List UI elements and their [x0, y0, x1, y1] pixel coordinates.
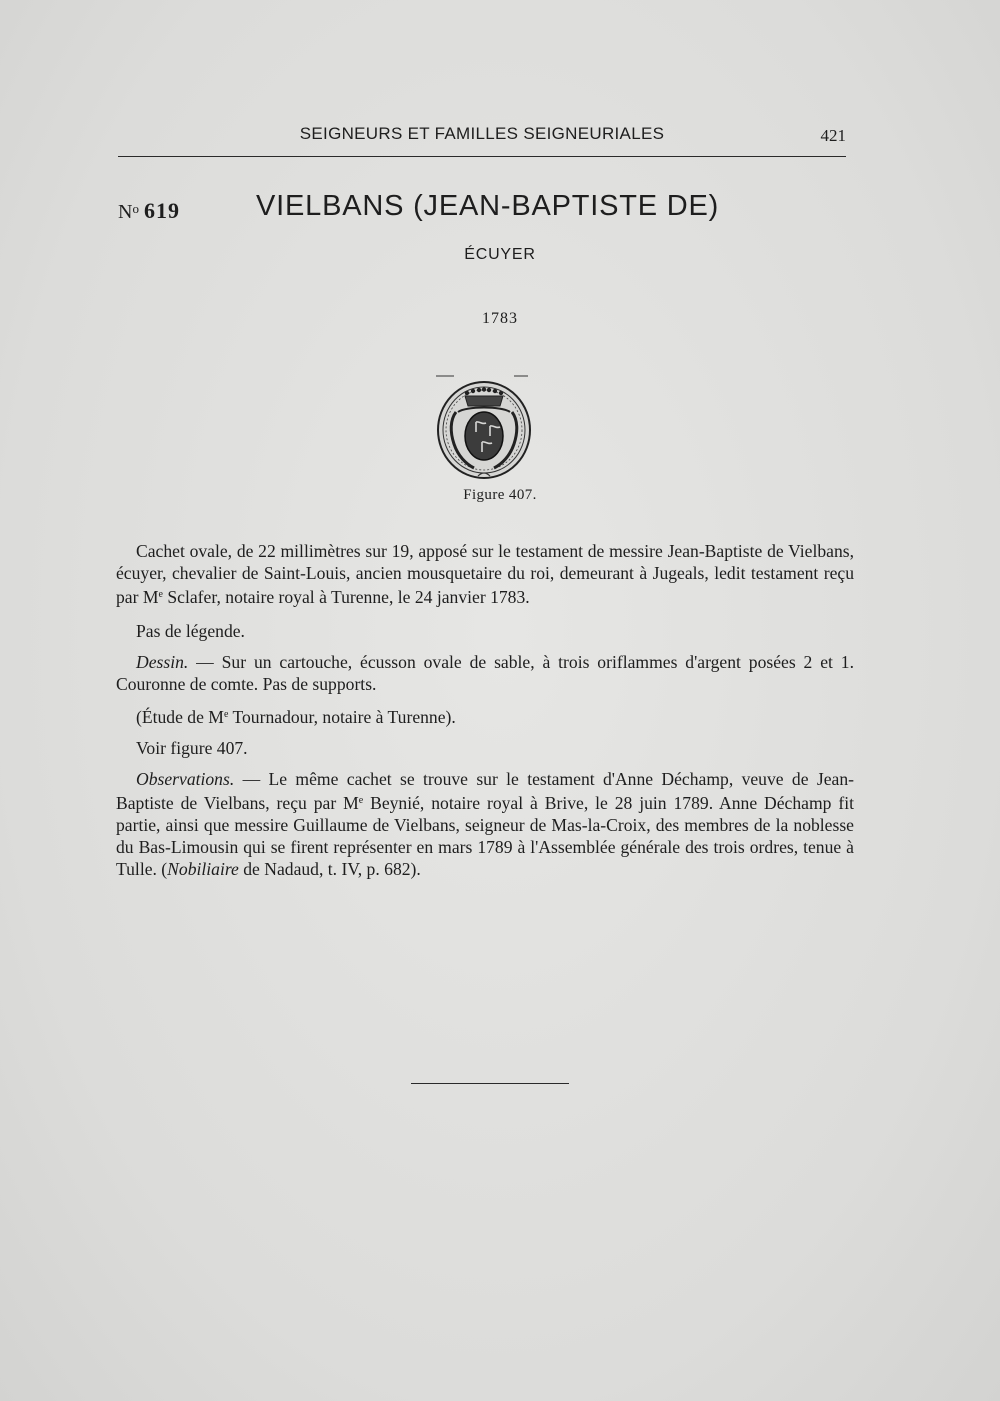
entry-number — [118, 198, 180, 224]
end-rule — [411, 1083, 569, 1084]
design-text: — Sur un cartouche, écusson ovale de sable, à trois oriflammes d'argent posées 2 et 1. Couronne de comte. Pas de supports. — [116, 652, 854, 694]
entry-date: 1783 — [482, 310, 518, 327]
observations-text-a: — Le même cachet se trouve sur le testament d'Anne Déchamp, veuve de Jean-Baptiste de Vielbans, reçu par M — [116, 769, 854, 813]
source-text-a: (Étude de M — [136, 707, 224, 727]
observations-paragraph — [116, 768, 854, 880]
design-label: Dessin. — [136, 652, 189, 672]
entry-number-prefix: N — [118, 201, 133, 223]
entry-body — [116, 540, 854, 880]
figure-reference-paragraph: Voir figure 407. — [136, 738, 248, 758]
oval-seal-coat-of-arms-icon — [432, 372, 536, 482]
description-paragraph — [116, 540, 854, 608]
observations-sup: e — [358, 795, 364, 806]
source-paragraph — [116, 704, 854, 728]
entry-number-value: 619 — [143, 198, 180, 223]
observations-text-c: de Nadaud, t. IV, p. 682). — [238, 859, 421, 879]
entry-subtitle: ÉCUYER — [464, 246, 536, 263]
source-text-b: Tournadour, notaire à Turenne). — [228, 707, 456, 727]
running-title: SEIGNEURS ET FAMILLES SEIGNEURIALES — [299, 124, 665, 143]
design-paragraph — [116, 651, 854, 695]
page-number: 421 — [820, 126, 846, 145]
description-sup: e — [158, 589, 163, 600]
entry-number-prefix-sup: o — [132, 201, 139, 216]
description-text-b: Sclafer, notaire royal à Turenne, le 24 janvier 1783. — [162, 587, 530, 607]
observations-label: Observations. — [136, 769, 235, 789]
figure-caption: Figure 407. — [463, 487, 537, 503]
legend-paragraph: Pas de légende. — [136, 621, 245, 641]
description-text-a: Cachet ovale, de 22 millimètres sur 19, apposé sur le testament de messire Jean-Baptiste de Vielbans, écuyer, chevalier de Saint-Louis, ancien mousquetaire du roi, demeurant à Jugeals, ledit testament reçu par M — [116, 541, 854, 607]
observations-reference: Nobiliaire — [167, 859, 239, 879]
source-sup: e — [223, 709, 229, 720]
running-head — [118, 124, 846, 148]
entry-title: VIELBANS (JEAN-BAPTISTE DE) — [256, 190, 720, 222]
observations-text-b: Beynié, notaire royal à Brive, le 28 juin 1789. Anne Déchamp fit partie, ainsi que messire Guillaume de Vielbans, seigneur de Mas-la-Croix, des membres de la noblesse du Bas-Limousin qui se firent représenter en mars 1789 à l'Assemblée générale des trois ordres, tenue à Tulle. ( — [116, 793, 854, 879]
header-rule — [118, 156, 846, 157]
